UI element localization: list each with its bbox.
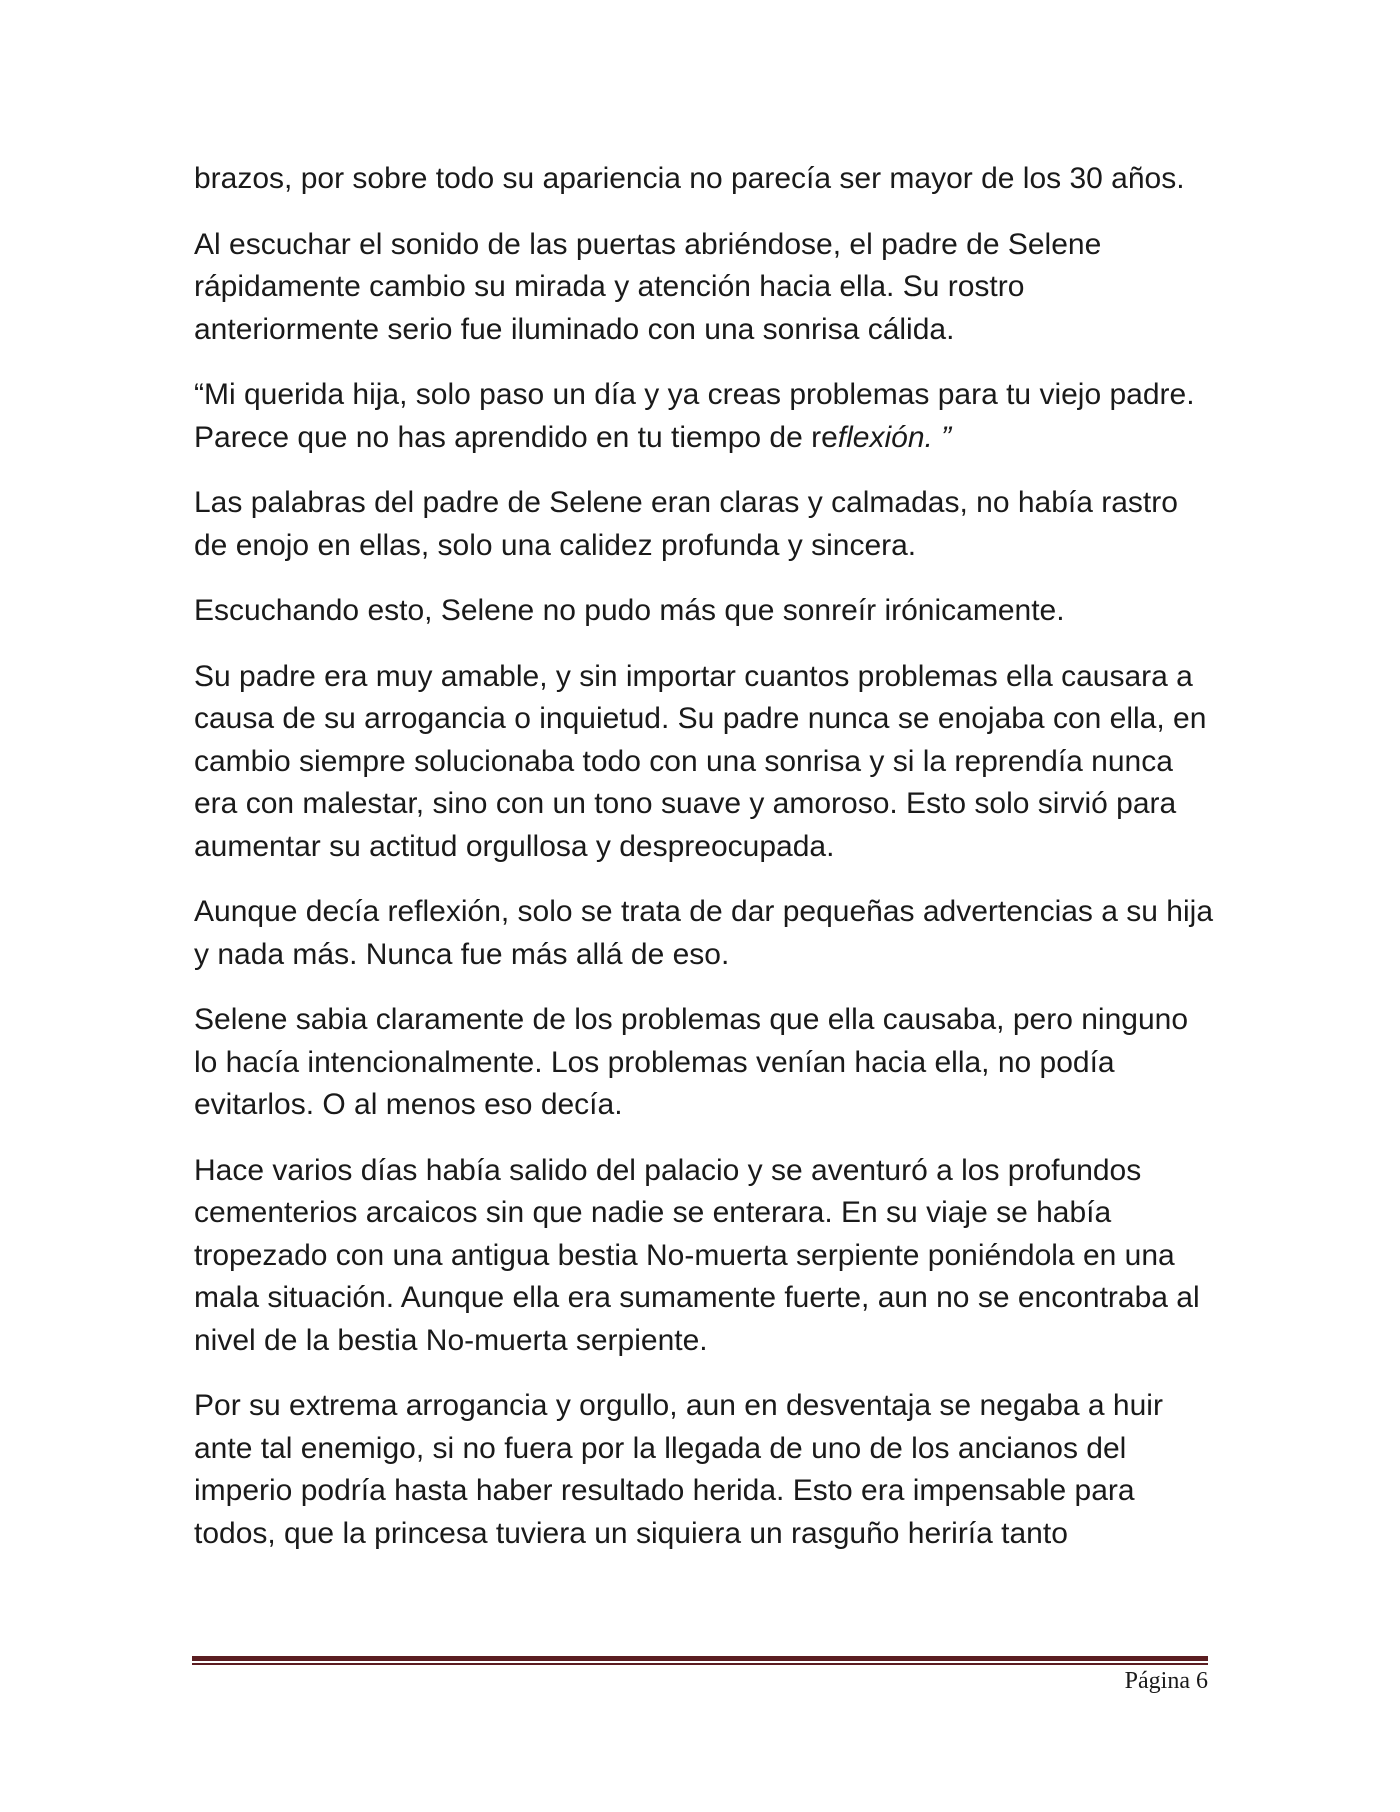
- paragraph: Por su extrema arrogancia y orgullo, aun en desventaja se negaba a huir ante tal enemigo, si no fuera por la llegada de uno de los ancianos del imperio podría hasta haber resultado herida. Esto era impensable para todos, que la princesa tuviera un siquiera un rasguño heriría tanto: [194, 1389, 1163, 1550]
- paragraph: brazos, por sobre todo su apariencia no parecía ser mayor de los 30 años.: [194, 162, 1185, 195]
- footer-divider: [192, 1656, 1208, 1665]
- paragraph: Aunque decía reflexión, solo se trata de dar pequeñas advertencias a su hija y nada más. Nunca fue más allá de eso.: [194, 895, 1214, 971]
- page-number: Página 6: [1124, 1668, 1208, 1694]
- quote-paragraph: [194, 374, 1214, 459]
- footer-divider-thin: [192, 1663, 1208, 1665]
- paragraph: Hace varios días había salido del palacio y se aventuró a los profundos cementerios arcaicos sin que nadie se enterara. En su viaje se había tropezado con una antigua bestia No-muerta serpiente poniéndola en una mala situación. Aunque ella era sumamente fuerte, aun no se encontraba al nivel de la bestia No-muerta serpiente.: [194, 1153, 1200, 1357]
- paragraph: Al escuchar el sonido de las puertas abriéndose, el padre de Selene rápidamente cambio su mirada y atención hacia ella. Su rostro anteriormente serio fue iluminado con una sonrisa cálida.: [194, 227, 1102, 346]
- paragraph: Escuchando esto, Selene no pudo más que sonreír irónicamente.: [194, 594, 1065, 627]
- quote-italic-text: flexión. ”: [837, 420, 952, 454]
- body-text: [194, 158, 1214, 1578]
- footer-divider-thick: [192, 1656, 1208, 1661]
- paragraph: Selene sabia claramente de los problemas que ella causaba, pero ninguno lo hacía intencionalmente. Los problemas venían hacia ella, no podía evitarlos. O al menos eso decía.: [194, 1003, 1188, 1121]
- paragraph: Su padre era muy amable, y sin importar cuantos problemas ella causara a causa de su arrogancia o inquietud. Su padre nunca se enojaba con ella, en cambio siempre solucionaba todo con una sonrisa y si la reprendía nunca era con malestar, sino con un tono suave y amoroso. Esto solo sirvió para aumentar su actitud orgullosa y despreocupada.: [194, 659, 1207, 863]
- quote-text: “Mi querida hija, solo paso un día y ya creas problemas para tu viejo padre. Parece que no has aprendido en tu tiempo de re: [194, 378, 1195, 454]
- paragraph: Las palabras del padre de Selene eran claras y calmadas, no había rastro de enojo en ellas, solo una calidez profunda y sincera.: [194, 486, 1178, 562]
